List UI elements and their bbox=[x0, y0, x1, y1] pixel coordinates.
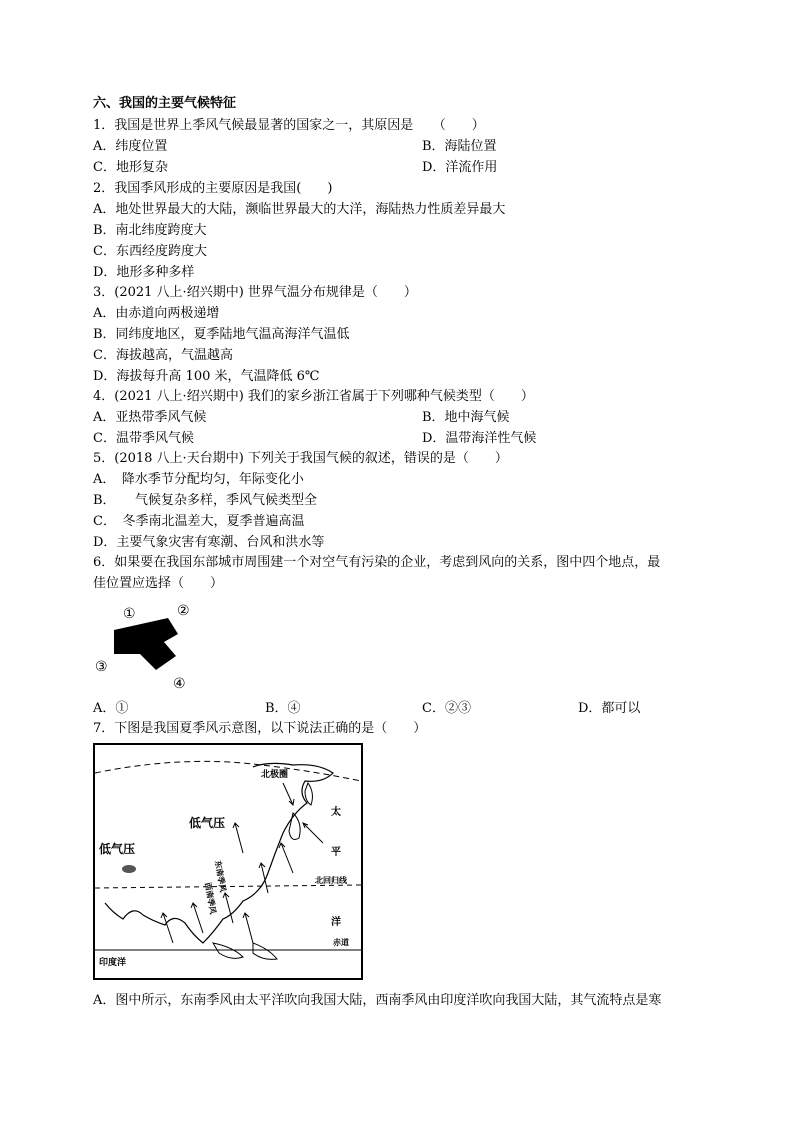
q3-stem: 3．(2021 八上·绍兴期中) 世界气温分布规律是（ ） bbox=[93, 285, 417, 300]
q4-option-c[interactable]: C．温带季风气候 bbox=[93, 431, 194, 446]
q3-option-b[interactable]: B．同纬度地区，夏季陆地气温高海洋气温低 bbox=[93, 327, 350, 342]
q1-option-c[interactable]: C．地形复杂 bbox=[93, 160, 168, 175]
q4-option-d[interactable]: D．温带海洋性气候 bbox=[422, 431, 537, 446]
q6-stem-line2: 佳位置应选择（ ） bbox=[93, 576, 224, 591]
q4-stem: 4．(2021 八上·绍兴期中) 我们的家乡浙江省属于下列哪种气候类型（ ） bbox=[93, 389, 534, 404]
q2-option-a[interactable]: A．地处世界最大的大陆，濒临世界最大的大洋，海陆热力性质差异最大 bbox=[93, 202, 506, 217]
q5-option-c[interactable]: C． 冬季南北温差大，夏季普遍高温 bbox=[93, 514, 305, 529]
map-label-pacific-3: 洋 bbox=[331, 917, 341, 928]
q7-monsoon-map bbox=[93, 743, 363, 980]
q3-option-d[interactable]: D．海拔每升高 100 米，气温降低 6℃ bbox=[93, 369, 320, 384]
q5-option-d[interactable]: D．主要气象灾害有寒潮、台风和洪水等 bbox=[93, 535, 325, 550]
q6-option-b[interactable]: B．④ bbox=[265, 701, 301, 716]
map-label-low-pressure-2: 低气压 bbox=[99, 842, 136, 856]
map-label-equator: 赤道 bbox=[333, 938, 349, 947]
map-label-low-pressure-1: 低气压 bbox=[189, 816, 226, 830]
q5-option-b[interactable]: B． 气候复杂多样，季风气候类型全 bbox=[93, 493, 318, 508]
q6-option-c[interactable]: C．②③ bbox=[422, 701, 471, 716]
q6-stem-line1: 6．如果要在我国东部城市周围建一个对空气有污染的企业，考虑到风向的关系，图中四个地点，最 bbox=[93, 555, 661, 570]
q6-marker-2: ② bbox=[177, 603, 190, 619]
q6-marker-4: ④ bbox=[173, 676, 186, 692]
q6-option-d[interactable]: D．都可以 bbox=[578, 701, 641, 716]
q6-marker-3: ③ bbox=[95, 659, 108, 675]
q6-city-figure bbox=[90, 598, 210, 693]
q1-option-b[interactable]: B．海陆位置 bbox=[422, 139, 497, 154]
map-label-pacific-1: 太 bbox=[331, 807, 341, 818]
map-label-tropic: 北回归线 bbox=[315, 876, 347, 885]
section-title: 六、我国的主要气候特征 bbox=[93, 96, 237, 111]
q2-option-d[interactable]: D．地形多种多样 bbox=[93, 265, 195, 280]
q3-option-a[interactable]: A．由赤道向两极递增 bbox=[93, 306, 220, 321]
q7-map-svg bbox=[93, 743, 363, 980]
q2-option-b[interactable]: B．南北纬度跨度大 bbox=[93, 223, 207, 238]
map-label-se-monsoon: 东南季风 bbox=[213, 859, 228, 893]
map-label-arctic: 北极圈 bbox=[261, 770, 289, 780]
q5-option-a[interactable]: A． 降水季节分配均匀，年际变化小 bbox=[93, 472, 304, 487]
q6-marker-1: ① bbox=[123, 606, 136, 622]
q7-option-a[interactable]: A．图中所示，东南季风由太平洋吹向我国大陆，西南季风由印度洋吹向我国大陆，其气流特点是寒 bbox=[93, 993, 662, 1008]
q6-city-shape bbox=[90, 598, 210, 693]
map-label-sw-monsoon: 西南季风 bbox=[203, 881, 218, 915]
q5-stem: 5．(2018 八上·天台期中) 下列关于我国气候的叙述，错误的是（ ） bbox=[93, 451, 508, 466]
q4-option-a[interactable]: A．亚热带季风气候 bbox=[93, 410, 207, 425]
map-label-indian-ocean: 印度洋 bbox=[99, 958, 127, 968]
q2-stem: 2．我国季风形成的主要原因是我国( ) bbox=[93, 181, 333, 196]
q4-option-b[interactable]: B．地中海气候 bbox=[422, 410, 510, 425]
q7-stem: 7．下图是我国夏季风示意图，以下说法正确的是（ ） bbox=[93, 721, 427, 736]
q6-option-a[interactable]: A．① bbox=[93, 701, 129, 716]
q1-option-d[interactable]: D．洋流作用 bbox=[422, 160, 498, 175]
q1-option-a[interactable]: A．纬度位置 bbox=[93, 139, 168, 154]
q3-option-c[interactable]: C．海拔越高，气温越高 bbox=[93, 348, 233, 363]
q1-stem: 1．我国是世界上季风气候最显著的国家之一，其原因是 （ ） bbox=[93, 118, 485, 133]
q2-option-c[interactable]: C．东西经度跨度大 bbox=[93, 244, 207, 259]
map-label-pacific-2: 平 bbox=[331, 847, 341, 858]
